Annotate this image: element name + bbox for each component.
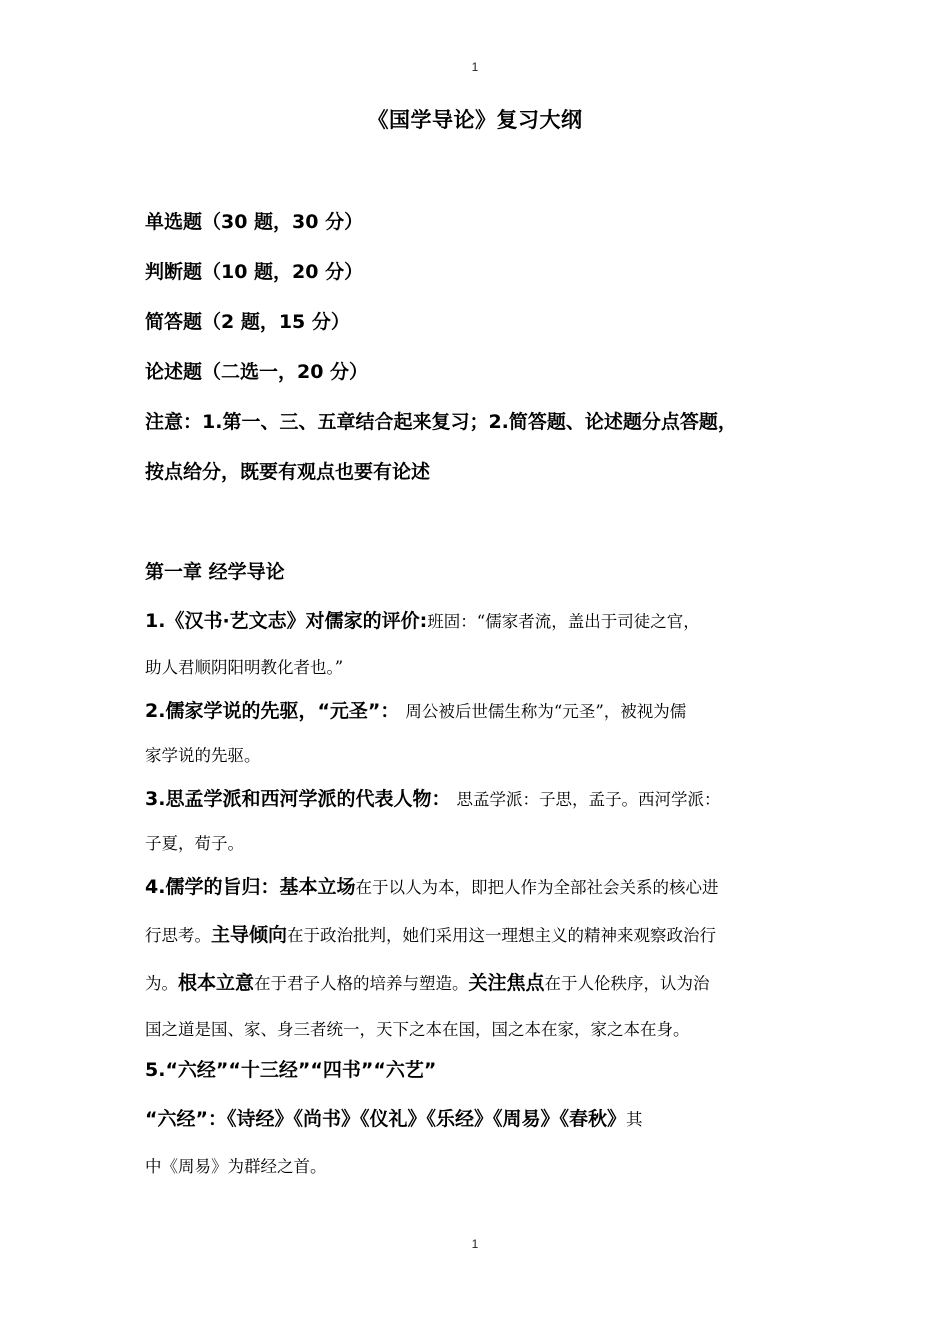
item2-text: 周公被后世儒生称为“元圣”，被视为儒: [405, 702, 687, 721]
item5-sub-text: 其: [625, 1110, 643, 1129]
item1-line1: [145, 606, 815, 633]
item4-key1: 基本立场: [279, 876, 356, 898]
item3-text: 思孟学派：子思，孟子。西河学派：: [456, 790, 721, 809]
exam-short-answer: 简答题（2 题，15 分）: [145, 311, 350, 333]
item3-line1: [145, 784, 815, 811]
exam-single-choice: 单选题（30 题，30 分）: [145, 211, 364, 233]
item2-label: 2.儒家学说的先驱，“元圣”：: [145, 700, 400, 722]
exam-true-false: 判断题（10 题，20 分）: [145, 261, 364, 283]
item4-line1: [145, 872, 815, 899]
item3-line2: 子夏，荀子。: [145, 834, 244, 853]
item4-key3: 根本立意: [178, 972, 255, 994]
item4-text2b: 为。: [145, 974, 178, 993]
item4-text1b: 行思考。: [145, 926, 211, 945]
item4-key4: 关注焦点: [468, 972, 545, 994]
item2-line2: 家学说的先驱。: [145, 746, 261, 765]
item5-line2: 中《周易》为群经之首。: [145, 1157, 327, 1176]
exam-note-line1: 注意：1.第一、三、五章结合起来复习；2.简答题、论述题分点答题，: [145, 411, 737, 433]
item4-text4: 在于人伦秩序，认为治: [544, 974, 710, 993]
item4-line4: 国之道是国、家、身三者统一，天下之本在国，国之本在家，家之本在身。: [145, 1020, 690, 1039]
item4-line2: [145, 920, 815, 947]
item4-key2: 主导倾向: [211, 924, 288, 946]
item3-label: 3.思孟学派和西河学派的代表人物：: [145, 788, 451, 810]
chapter1-heading: 第一章 经学导论: [145, 561, 285, 583]
item4-label: 4.儒学的旨归：: [145, 876, 280, 898]
page-number-top: 1: [471, 60, 479, 74]
exam-note-line2: 按点给分，既要有观点也要有论述: [145, 461, 431, 483]
item4-text1: 在于以人为本，即把人作为全部社会关系的核心进: [355, 878, 719, 897]
item5-line1: [145, 1104, 815, 1131]
item1-label: 1.《汉书·艺文志》对儒家的评价:: [145, 610, 428, 632]
exam-essay: 论述题（二选一，20 分）: [145, 361, 369, 383]
item1-line2: 助人君顺阴阳明教化者也。”: [145, 658, 344, 677]
document-title: 《国学导论》复习大纲: [367, 108, 583, 132]
item1-text: 班固：“儒家者流，盖出于司徒之官，: [427, 612, 700, 631]
item5-label: 5.“六经”“十三经”“四书”“六艺”: [145, 1059, 437, 1081]
item4-line3: [145, 968, 815, 995]
page-number-bottom: 1: [471, 1237, 479, 1251]
item4-text2: 在于政治批判，她们采用这一理想主义的精神来观察政治行: [287, 926, 717, 945]
item5-sub-label: “六经”：《诗经》《尚书》《仪礼》《乐经》《周易》《春秋》: [145, 1108, 626, 1130]
item2-line1: [145, 696, 815, 723]
item4-text3: 在于君子人格的培养与塑造。: [254, 974, 469, 993]
